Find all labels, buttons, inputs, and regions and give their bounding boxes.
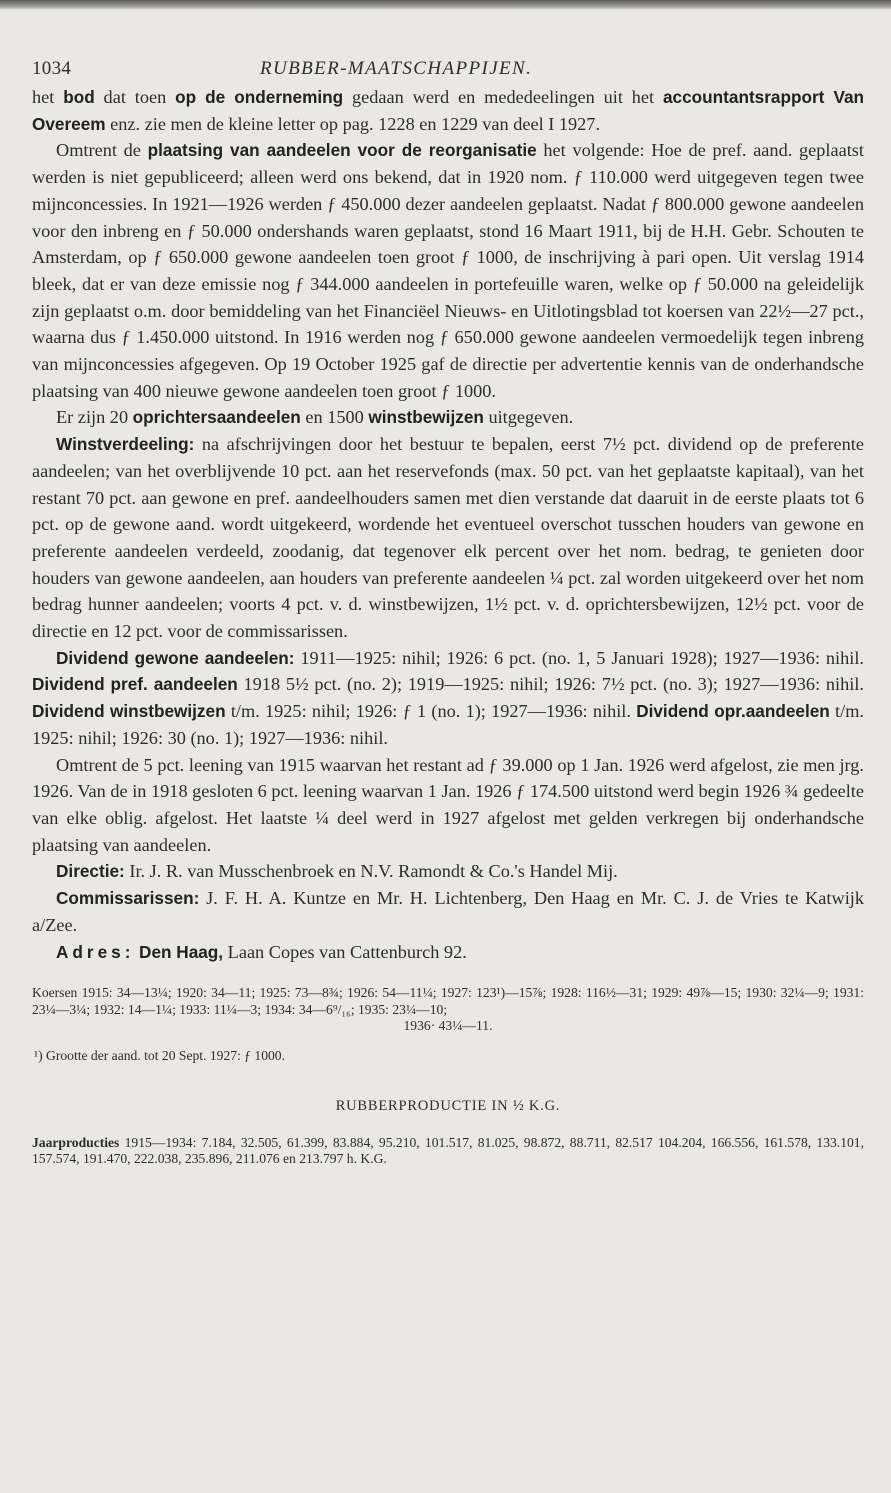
page-header [32,58,864,80]
bold-term: plaatsing van aandeelen voor de reorganisatie [147,140,537,161]
bold-term: Adres: [56,941,135,962]
text: 1918 5½ pct. (no. 2); 1919—1925: nihil; 1926: 7½ pct. (no. 3); 1927—1936: nihil. [237,674,864,695]
text: gedaan werd en mededeelingen uit het [343,87,663,107]
text: 1911—1925: nihil; 1926: 6 pct. (no. 1, 5 Januari 1928); 1927—1936: nihil. [294,647,864,668]
text: het [32,87,64,107]
text: t/m. 1925: nihil; 1926: 30 (no. 1); 1927—1936: nihil. [32,701,864,748]
text: na afschrijvingen door het bestuur te bepalen, eerst 7½ pct. dividend op de preferente aandeelen; van het overblijvende 10 pct. aan het reservefonds (max. 50 pct. van het geplaatste kapitaal), van het restant 70 pct. aan gewone en pref. aandeelhouders samen met dien verstande dat daaruit in de eerste plaats tot 6 pct. op de gewone aand. wordt uitgekeerd, wordende het eventueel overschot tusschen houders van gewone en preferente aandeelen verdeeld, zoodanig, dat tegenover elk percent over het nom. bedrag, te genieten door houders van gewone aandeelen, aan houders van preferente aandeelen ¼ pct. zal worden uitgekeerd over het nom bedrag hunner aandeelen; voorts 4 pct. v. d. winstbewijzen, 1½ pct. v. d. oprichtersbewijzen, 12½ pct. voor de directie en 12 pct. voor de commissarissen. [32,434,864,642]
paragraph-winstverdeeling [32,431,864,645]
koersen-line: 1936· 43¼—11. [403,1018,493,1034]
paragraph-adres [32,939,864,966]
bold-term: accountantsrapport Van Overeem [32,87,865,134]
bold-term: Den Haag, [139,941,224,962]
document-page [32,58,864,1168]
section-title: RUBBERPRODUCTIE IN ½ K.G. [335,1097,561,1114]
koersen-block [32,985,864,1035]
paragraph-plaatsing [32,137,864,404]
text: het volgende: Hoe de pref. aand. geplaatst werden is niet gepubliceerd; alleen werd ons bekend, dat in 1920 nom. ƒ 110.000 werd uitgegeven tegen twee mijnconcessies. In 1921—1926 werden ƒ 450.000 dezer aandeelen geplaatst. Nadat ƒ 800.000 gewone aandeelen voor den inbreng en ƒ 50.000 ondershands waren geplaatst, stond 16 Maart 1911, bij de H.H. Gebr. Schouten te Amsterdam, op ƒ 650.000 gewone aandeelen toen groot ƒ 1000, de inschrijving à pari open. Uit verslag 1914 bleek, dat er van deze emissie nog ƒ 344.000 aandeelen in portefeuille waren, welke op ƒ 50.000 na geleidelijk zijn geplaatst o.m. door bemiddeling van het Financiëel Nieuws- en Uitlotingsblad tot koersen van 22½—27 pct., waarna dus ƒ 1.450.000 uitstond. In 1916 werden nog ƒ 650.000 gewone aandeelen vermoedelijk tegen inbreng van mijnconcessies afgegeven. Op 19 October 1925 gaf de directie per advertentie kennis van de onderhandsche plaatsing van 400 nieuwe gewone aandeelen toen groot ƒ 1000. [32,140,864,401]
bold-term: Dividend opr.aandeelen [636,701,830,722]
page-number: 1034 [32,58,72,79]
text: J. F. H. A. Kuntze en Mr. H. Lichtenberg, Den Haag en Mr. C. J. de Vries te Katwijk a/Zee. [32,888,864,935]
text: Ir. J. R. van Musschenbroek en N.V. Ramondt & Co.'s Handel Mij. [124,861,618,882]
koersen-line: Koersen 1915: 34—13¼; 1920: 34—11; 1925: 73—8¾; 1926: 54—11¼; 1927: 123¹)—15⅞; 1928: 116½—31; 1929: 49⅞—15; 1930: 32¼—9; 1931: 23¼—3¼; 1932: 14—1¼; 1933: 11¼—3; 1934: 34—6⁹/₁₆; 1935: 23¼—10; [32,985,864,1017]
text: Omtrent de 5 pct. leening van 1915 waarvan het restant ad ƒ 39.000 op 1 Jan. 1926 werd afgelost, zie men jrg. 1926. Van de in 1918 gesloten 6 pct. leening waarvan 1 Jan. 1926 ƒ 174.500 uitstond werd begin 1926 ¾ gedeelte van elke oblig. afgelost. Het laatste ¼ deel werd in 1927 afgelost met gelden verkregen bij onderhandsche plaatsing van aandeelen. [32,754,864,855]
bold-term: Commissarissen: [56,888,200,909]
paragraph-oprichters [32,404,864,431]
jaarproducties-text: 1915—1934: 7.184, 32.505, 61.399, 83.884, 95.210, 101.517, 81.025, 98.872, 88.711, 82.517 104.204, 166.556, 161.578, 133.101, 157.574, 191.470, 222.038, 235.896, 211.076 en 213.797 h. K.G. [32,1134,864,1167]
bold-term: Winstverdeeling: [56,434,195,455]
bold-term: Dividend gewone aandeelen: [56,647,295,668]
footnote-text: Grootte der aand. tot 20 Sept. 1927: ƒ 1000. [42,1047,285,1063]
text: Omtrent de [56,140,148,161]
paragraph-dividend [32,645,864,752]
main-text [32,84,864,965]
jaarproducties-label: Jaarproducties [32,1134,120,1150]
bold-term: Directie: [56,861,125,882]
bold-term: oprichtersaandeelen [132,407,301,428]
bold-term: op de onderneming [175,87,344,107]
footnote [32,1048,864,1064]
paragraph-bod [32,84,864,137]
running-title: RUBBER-MAATSCHAPPIJEN. [260,58,533,79]
text: Laan Copes van Cattenburch 92. [223,941,467,962]
scan-top-edge [0,0,891,10]
text: enz. zie men de kleine letter op pag. 1228 en 1229 van deel I 1927. [105,113,601,134]
bold-term: Dividend winstbewijzen [32,701,226,722]
bold-term: winstbewijzen [368,407,484,428]
text: Er zijn 20 [56,407,133,428]
footnote-mark: ¹) [34,1047,43,1063]
jaarproducties-block [32,1135,864,1168]
bold-term: bod [63,87,95,107]
text: t/m. 1925: nihil; 1926: ƒ 1 (no. 1); 1927—1936: nihil. [225,701,637,722]
paragraph-directie [32,858,864,885]
text: uitgegeven. [483,407,574,428]
paragraph-commissarissen [32,885,864,938]
text: en 1500 [300,407,369,428]
paragraph-leening [32,752,864,859]
text: dat toen [94,87,176,107]
bold-term: Dividend pref. aandeelen [32,674,238,695]
